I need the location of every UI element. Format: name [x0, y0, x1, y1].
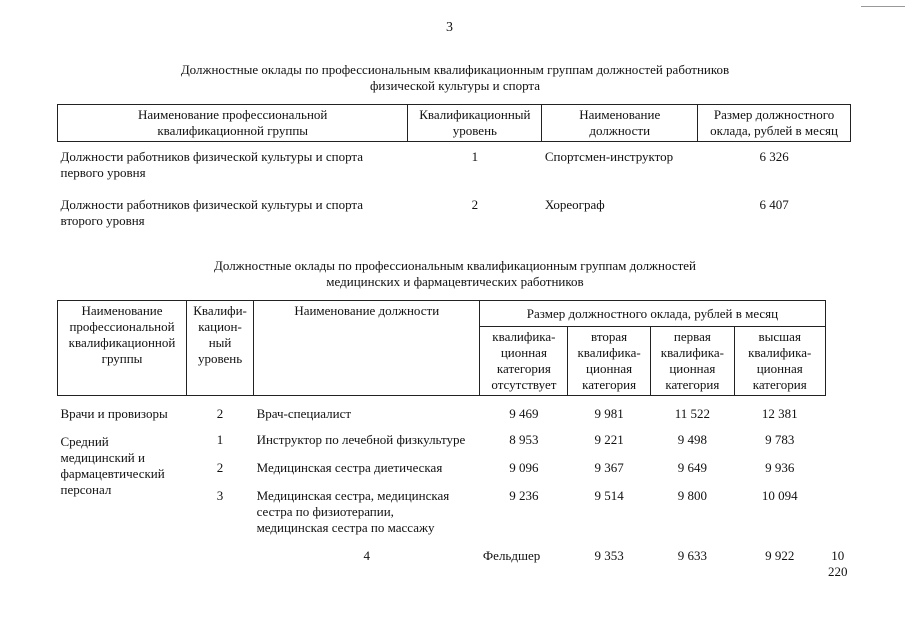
cell-value: 8 953: [509, 432, 539, 447]
header-line: Наименование: [81, 303, 163, 318]
cell-position: Медицинская сестра диетическая: [256, 460, 443, 475]
header-line: ный: [208, 335, 232, 350]
page-number: 3: [446, 20, 453, 35]
cell-position: [254, 476, 480, 536]
cell-position: Спортсмен-инструктор: [544, 149, 674, 164]
header-line: Квалификационный: [419, 107, 531, 122]
section1-title-line1: Должностные оклады по профессиональным квалификационным группам должностей работников: [180, 62, 730, 77]
header-category-none: [480, 327, 568, 396]
header-line: Квалифи-: [193, 303, 247, 318]
cell-value: 9 096: [509, 460, 539, 475]
cell-group: Врачи и провизоры: [60, 406, 168, 421]
cell-line: персонал: [60, 482, 112, 497]
header-category-first: [650, 327, 734, 396]
cell-line: Должности работников физической культуры и спорта: [60, 197, 364, 212]
header-line: первая: [673, 329, 711, 344]
header-line: квалификационной: [68, 335, 176, 350]
header-line: ционная: [586, 361, 633, 376]
header-group: [58, 301, 187, 396]
cell-value: 9 936: [765, 460, 795, 475]
header-position: Наименование должности: [254, 301, 480, 396]
header-line: профессиональной: [69, 319, 175, 334]
cell-value: 9 633: [677, 548, 707, 563]
header-line: квалификационной группы: [157, 123, 309, 138]
section1-title: [100, 62, 810, 94]
cell-group-empty: [187, 536, 254, 580]
section2-title-line1: Должностные оклады по профессиональным квалификационным группам должностей: [214, 258, 696, 273]
section2-title-line2: медицинских и фармацевтических работников: [326, 274, 584, 289]
cell-level: 2: [216, 460, 224, 475]
header-group: [58, 105, 408, 142]
cell-level: 2: [471, 197, 479, 212]
header-level: [187, 301, 254, 396]
cell-line: фармацевтический: [60, 466, 165, 481]
cell-line: медицинская сестра по массажу: [256, 520, 435, 535]
header-line: ционная: [500, 345, 547, 360]
cell-value: 10 094: [761, 488, 798, 503]
cell-salary: 6 326: [759, 149, 789, 164]
table-row: [58, 181, 851, 229]
header-line: должности: [589, 123, 651, 138]
header-line: группы: [101, 351, 143, 366]
cell-value: 9 367: [594, 460, 624, 475]
section2-title: [100, 258, 810, 290]
header-line: квалифика-: [492, 329, 556, 344]
cell-line: Медицинская сестра, медицинская: [256, 488, 450, 503]
table-header-row: [58, 105, 851, 142]
corner-mark: [861, 6, 905, 7]
medical-salary-table: [57, 300, 851, 580]
header-line: категория: [752, 377, 807, 392]
header-salary: [698, 105, 851, 142]
table-row: [58, 142, 851, 182]
sport-salary-table: [57, 104, 851, 229]
header-line: категория: [582, 377, 637, 392]
table-row: [58, 422, 851, 448]
cell-group: [58, 181, 408, 229]
header-line: ционная: [669, 361, 716, 376]
cell-line: Средний: [60, 434, 109, 449]
cell-line: Должности работников физической культуры и спорта: [60, 149, 364, 164]
cell-value: 10 220: [828, 548, 848, 579]
cell-value: 9 514: [594, 488, 624, 503]
header-level: [408, 105, 542, 142]
cell-value: 12 381: [761, 406, 798, 421]
cell-line: первого уровня: [60, 165, 146, 180]
header-line: высшая: [758, 329, 801, 344]
cell-value: 9 800: [677, 488, 707, 503]
cell-position: Врач-специалист: [256, 406, 352, 421]
cell-value: 9 469: [509, 406, 539, 421]
header-line: Наименование: [579, 107, 661, 122]
header-line: уровень: [197, 351, 243, 366]
cell-level: 3: [216, 488, 224, 503]
header-line: Размер должностного: [713, 107, 835, 122]
cell-value: 9 649: [677, 460, 707, 475]
table-row: [58, 396, 851, 423]
cell-level: 4: [363, 548, 370, 563]
cell-value: 9 981: [594, 406, 624, 421]
cell-group: [58, 142, 408, 182]
header-position: [542, 105, 698, 142]
cell-value: 9 922: [765, 548, 795, 563]
cell-value: 9 353: [594, 548, 624, 563]
header-salary: Размер должностного оклада, рублей в месяц: [480, 301, 825, 327]
header-category-second: [568, 327, 650, 396]
cell-salary: 6 407: [759, 197, 789, 212]
cell-level: 2: [216, 406, 224, 421]
cell-line: медицинский и: [60, 450, 145, 465]
header-line: вторая: [591, 329, 628, 344]
header-line: Наименование профессиональной: [137, 107, 328, 122]
cell-group: [58, 422, 187, 580]
header-category-highest: [734, 327, 825, 396]
cell-value: 9 783: [765, 432, 795, 447]
cell-value: 9 221: [594, 432, 624, 447]
header-line: кацион-: [198, 319, 242, 334]
header-line: квалифика-: [577, 345, 641, 360]
cell-value: 11 522: [674, 406, 710, 421]
header-line: квалифика-: [660, 345, 724, 360]
header-line: категория: [665, 377, 720, 392]
header-line: оклада, рублей в месяц: [710, 123, 838, 138]
table-header-row: [58, 301, 851, 327]
cell-level: 1: [216, 432, 224, 447]
cell-position: Хореограф: [544, 197, 605, 212]
cell-value: 9 498: [677, 432, 707, 447]
header-line: категория: [496, 361, 551, 376]
cell-line: второго уровня: [60, 213, 145, 228]
header-line: квалифика-: [748, 345, 812, 360]
header-line: уровень: [452, 123, 497, 138]
cell-value: 9 236: [509, 488, 539, 503]
header-line: отсутствует: [491, 377, 557, 392]
section1-title-line2: физической культуры и спорта: [369, 78, 541, 93]
cell-position: Инструктор по лечебной физкультуре: [256, 432, 466, 447]
cell-line: сестра по физиотерапии,: [256, 504, 394, 519]
cell-level: 1: [471, 149, 479, 164]
cell-position: Фельдшер: [482, 548, 541, 563]
header-line: ционная: [756, 361, 803, 376]
